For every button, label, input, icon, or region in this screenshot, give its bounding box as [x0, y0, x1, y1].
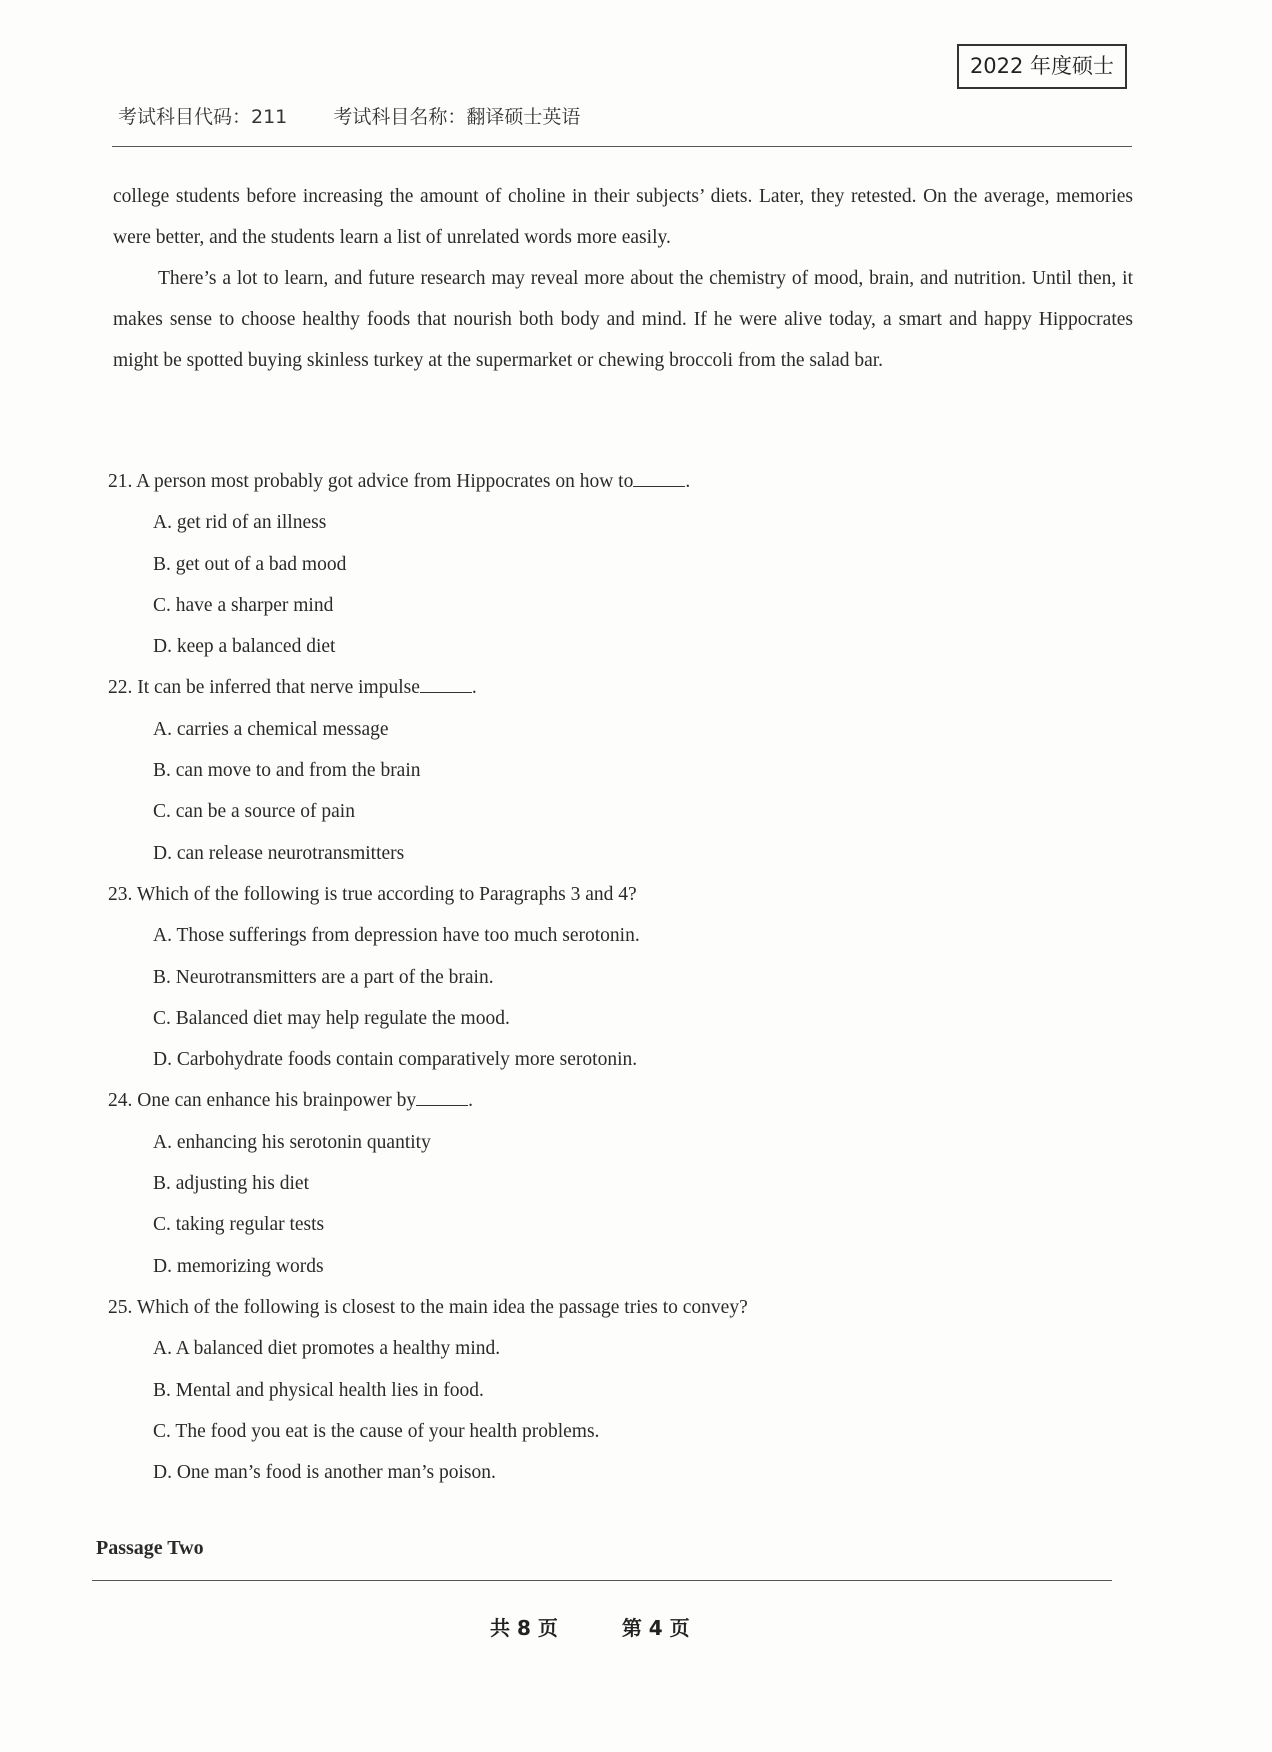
option-25-a: A. A balanced diet promotes a healthy mind. [153, 1338, 501, 1360]
question-22: 22. It can be inferred that nerve impulse . [108, 677, 477, 699]
exam-header [118, 102, 580, 129]
question-25 [108, 1287, 1108, 1328]
answer-blank [416, 1089, 468, 1106]
paragraph: college students before increasing the amount of choline in their subjects’ diets. Later, they retested. On the average, memories were better, and the students learn a list of unrelated words more easily. [113, 186, 1133, 248]
paragraph: There’s a lot to learn, and future research may reveal more about the chemistry of mood, brain, and nutrition. Until then, it makes sense to choose healthy foods that nourish both body and mind. If he were alive today, a smart and happy Hippocrates might be spotted buying skinless turkey at the supermarket or chewing broccoli from the salad bar. [113, 268, 1133, 371]
option-24-c: C. taking regular tests [153, 1214, 325, 1236]
subject-code: 考试科目代码：211 [118, 106, 288, 128]
option-21-b: B. get out of a bad mood [153, 553, 347, 575]
option-23-c: C. Balanced diet may help regulate the mood. [153, 1007, 510, 1029]
passage-heading: Passage Two [96, 1537, 204, 1559]
option-21-c: C. have a sharper mind [153, 594, 334, 616]
option-22-d: D. can release neurotransmitters [153, 842, 405, 864]
question-stem: 24. One can enhance his brainpower by [108, 1090, 417, 1112]
question-stem: 25. Which of the following is closest to the main idea the passage tries to convey? [108, 1296, 748, 1318]
header-divider [112, 146, 1132, 147]
current-page: 第 4 页 [621, 1616, 690, 1640]
answer-blank [633, 470, 685, 487]
subject-name: 考试科目名称：翻译硕士英语 [333, 106, 581, 128]
question-stem: 23. Which of the following is true according to Paragraphs 3 and 4? [108, 883, 637, 905]
option-21-d: D. keep a balanced diet [153, 636, 336, 658]
question-list [108, 461, 1108, 1493]
option-22-c: C. can be a source of pain [153, 801, 355, 823]
footer-divider [92, 1580, 1112, 1581]
option-23-a: A. Those sufferings from depression have too much serotonin. [153, 925, 640, 947]
option-25-c: C. The food you eat is the cause of your health problems. [153, 1420, 600, 1442]
option-25-d: D. One man’s food is another man’s poison. [153, 1462, 496, 1484]
option-21-a: A. get rid of an illness [153, 512, 327, 534]
option-23-b: B. Neurotransmitters are a part of the brain. [153, 966, 494, 988]
page-footer [490, 1612, 690, 1641]
question-24: 24. One can enhance his brainpower by . [108, 1090, 473, 1112]
question-23 [108, 874, 1108, 915]
option-22-a: A. carries a chemical message [153, 718, 389, 740]
option-24-d: D. memorizing words [153, 1255, 324, 1277]
option-24-a: A. enhancing his serotonin quantity [153, 1131, 431, 1153]
passage-text [113, 176, 1133, 381]
year-box: 2022 年度硕士 [957, 44, 1127, 89]
option-22-b: B. can move to and from the brain [153, 760, 421, 782]
question-stem: 22. It can be inferred that nerve impulse [108, 677, 420, 699]
question-stem: 21. A person most probably got advice from Hippocrates on how to [108, 471, 634, 492]
option-23-d: D. Carbohydrate foods contain comparatively more serotonin. [153, 1049, 638, 1071]
total-pages: 共 8 页 [490, 1616, 558, 1640]
answer-blank [420, 676, 472, 693]
question-21: 21. A person most probably got advice from Hippocrates on how to . [108, 471, 691, 492]
option-24-b: B. adjusting his diet [153, 1173, 309, 1195]
option-25-b: B. Mental and physical health lies in food. [153, 1379, 484, 1401]
